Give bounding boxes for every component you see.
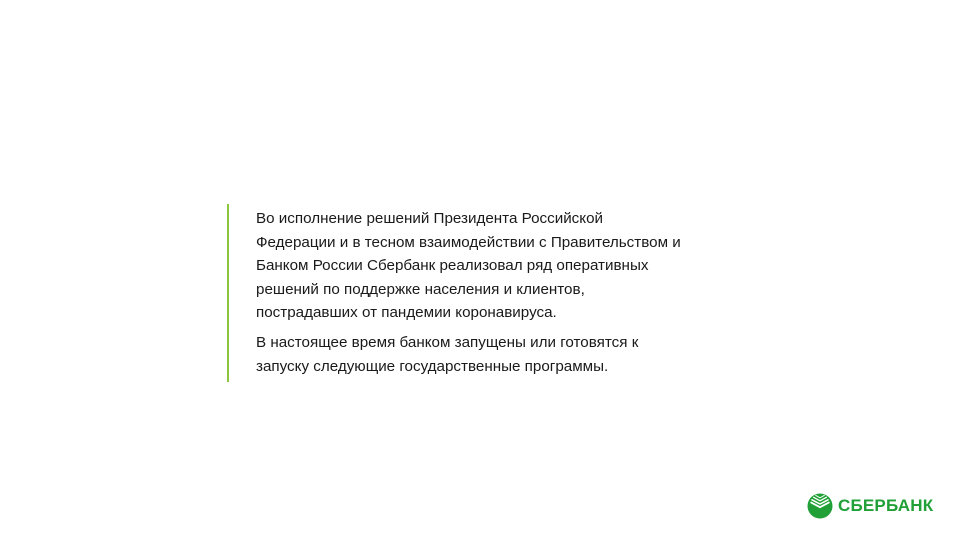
text-block: [256, 207, 736, 378]
sberbank-logo-icon: [807, 493, 833, 519]
paragraph-programs: В настоящее время банком запущены или готовятся к запуску следующие государственные программы.: [256, 333, 639, 375]
paragraph-intro: Во исполнение решений Президента Российской Федерации и в тесном взаимодействии с Правительством и Банком России Сбербанк реализовал ряд оперативных решений по поддержке населения и клиентов, пострадавших от пандемии коронавируса.: [256, 210, 681, 322]
logo-wordmark: СБЕРБАНК: [838, 496, 934, 515]
accent-bar: [227, 204, 229, 382]
sberbank-logo: [807, 493, 933, 519]
